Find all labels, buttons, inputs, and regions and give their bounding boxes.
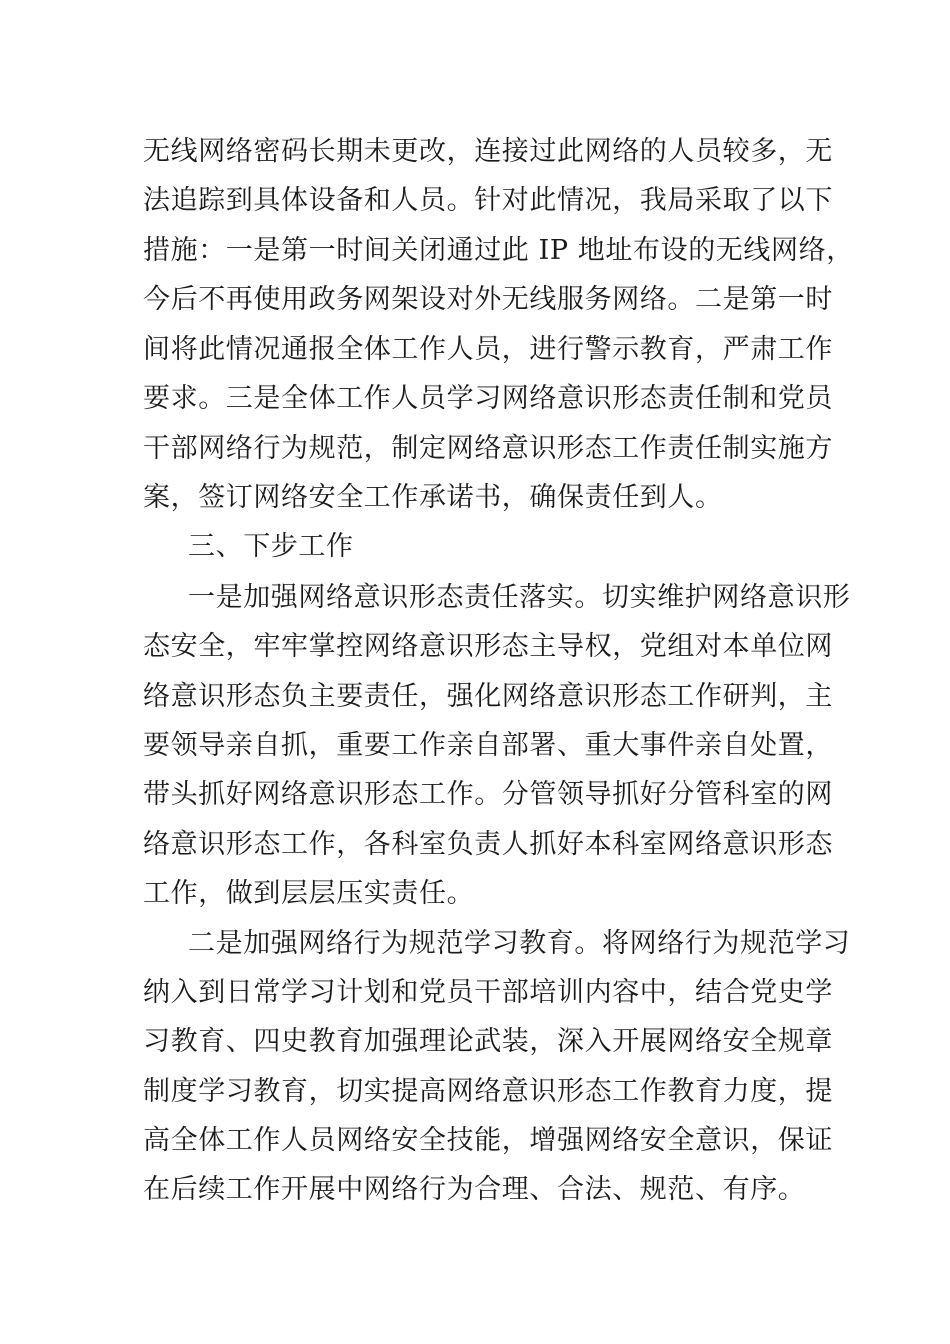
text-line-13: 要领导亲自抓，重要工作亲自部署、重大事件亲自处置， (143, 730, 833, 761)
text-line-1: 无线网络密码长期未更改，连接过此网络的人员较多，无 (143, 136, 833, 167)
text-line-8: 案，签订网络安全工作承诺书，确保责任到人。 (143, 482, 723, 513)
text-line-22: 在后续工作开展中网络行为合理、合法、规范、有序。 (143, 1174, 806, 1205)
text-line-7: 干部网络行为规范，制定网络意识形态工作责任制实施方 (143, 433, 833, 464)
text-line-3: 措施：一是第一时间关闭通过此 IP 地址布设的无线网络， (143, 235, 854, 266)
text-line-14: 带头抓好网络意识形态工作。分管领导抓好分管科室的网 (143, 779, 833, 810)
text-line-5: 间将此情况通报全体工作人员，进行警示教育，严肃工作 (143, 334, 833, 365)
text-line-12: 络意识形态负主要责任，强化网络意识形态工作研判，主 (143, 681, 833, 712)
text-line-21: 高全体工作人员网络安全技能，增强网络安全意识，保证 (143, 1125, 833, 1156)
text-line-4: 今后不再使用政务网架设对外无线服务网络。二是第一时 (143, 284, 833, 315)
text-line-18: 纳入到日常学习计划和党员干部培训内容中，结合党史学 (143, 977, 833, 1008)
text-line-6: 要求。三是全体工作人员学习网络意识形态责任制和党员 (143, 383, 833, 414)
text-line-15: 络意识形态工作，各科室负责人抓好本科室网络意识形态 (143, 829, 833, 860)
text-line-11: 态安全，牢牢掌控网络意识形态主导权，党组对本单位网 (143, 631, 833, 662)
text-line-20: 制度学习教育，切实提高网络意识形态工作教育力度，提 (143, 1076, 833, 1107)
text-line-10: 一是加强网络意识形态责任落实。切实维护网络意识形 (188, 582, 851, 613)
text-line-19: 习教育、四史教育加强理论武装，深入开展网络安全规章 (143, 1026, 833, 1057)
text-line-16: 工作，做到层层压实责任。 (143, 878, 475, 909)
text-line-17: 二是加强网络行为规范学习教育。将网络行为规范学习 (188, 928, 851, 959)
section-heading: 三、下步工作 (188, 531, 354, 562)
text-line-2: 法追踪到具体设备和人员。针对此情况，我局采取了以下 (143, 185, 833, 216)
